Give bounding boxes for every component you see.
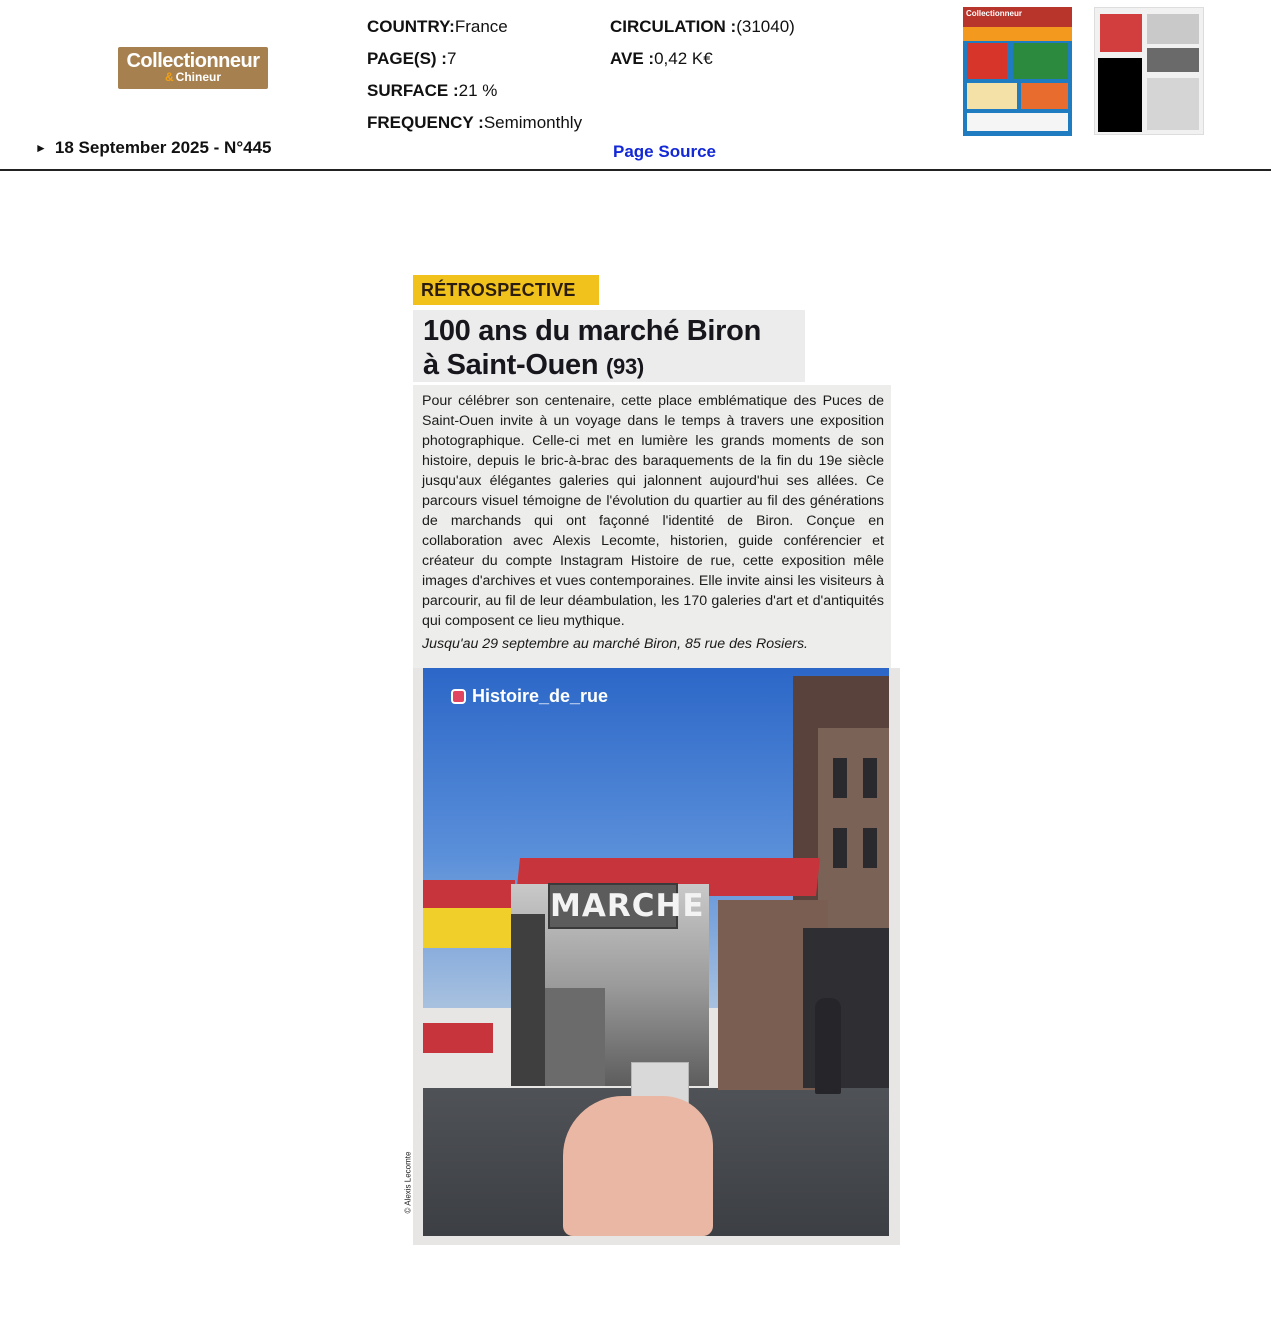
yellow-shopfront bbox=[423, 908, 515, 948]
logo-main-text: Collectionneur bbox=[126, 50, 260, 72]
circulation-field bbox=[610, 17, 795, 37]
page-image-block bbox=[1100, 14, 1142, 52]
circulation-value: (31040) bbox=[736, 17, 795, 36]
headline-department: (93) bbox=[606, 354, 644, 379]
cover-image-block bbox=[967, 43, 1007, 79]
archive-photo-pylon bbox=[511, 914, 545, 1086]
country-field bbox=[367, 17, 508, 37]
photo-credit: © Alexis Lecomte bbox=[403, 1151, 413, 1214]
pages-value: 7 bbox=[446, 49, 457, 68]
ave-field bbox=[610, 49, 713, 69]
cover-thumbnail[interactable] bbox=[963, 7, 1072, 136]
page-text-block bbox=[1147, 78, 1199, 130]
headline-line-2 bbox=[423, 348, 761, 384]
archive-photo-stalls bbox=[545, 988, 605, 1086]
surface-field bbox=[367, 81, 497, 101]
frequency-field bbox=[367, 113, 582, 133]
cover-band bbox=[963, 27, 1072, 41]
page-source-link[interactable]: Page Source bbox=[613, 142, 716, 161]
page-redacted-block bbox=[1098, 58, 1142, 132]
pages-field bbox=[367, 49, 456, 69]
article-photo bbox=[403, 668, 900, 1245]
surface-label: SURFACE : bbox=[367, 81, 459, 100]
logo-sub-word: Chineur bbox=[175, 70, 221, 84]
issue-date-text: 18 September 2025 - N°445 bbox=[54, 138, 272, 157]
article-body: Pour célébrer son centenaire, cette place emblématique des Puces de Saint-Ouen invite à un voyage dans le temps à travers une exposition photographique. Celle-ci met en lumière les grands moments de son histoire, depuis le bric-à-brac des baraquements de la fin du 19e siècle jusqu'aux élégantes galeries qui jalonnent aujourd'hui ses allées. Ce parcours visuel témoigne de l'évolution du quartier au fil des générations de marchands qui ont façonné l'identité de Biron. Conçue en collaboration avec Alexis Lecomte, historien, guide conférencier et créateur du compte Instagram Histoire de rue, cette exposition mêle images d'archives et vues contemporaines. Elle invite ainsi les visiteurs à parcourir, au fil de leur déambulation, les 170 galeries d'art et d'antiquités qui composent ce lieu mythique. bbox=[422, 393, 884, 629]
article-caption: Jusqu'au 29 septembre au marché Biron, 85 rue des Rosiers. bbox=[422, 636, 808, 652]
instagram-handle bbox=[451, 686, 608, 707]
country-value: France bbox=[454, 17, 508, 36]
cover-thumbnail-title: Collectionneur bbox=[963, 7, 1072, 27]
page-image-block bbox=[1147, 48, 1199, 72]
frequency-label: FREQUENCY : bbox=[367, 113, 484, 132]
article-headline bbox=[423, 314, 761, 384]
section-kicker bbox=[413, 275, 599, 305]
cover-image-block bbox=[967, 113, 1068, 131]
window bbox=[863, 828, 877, 868]
window bbox=[833, 828, 847, 868]
article-clipping bbox=[403, 270, 900, 1245]
pedestrian bbox=[815, 998, 841, 1094]
pages-label: PAGE(S) : bbox=[367, 49, 447, 68]
surface-value: 21 % bbox=[458, 81, 498, 100]
ave-value: 0,42 K€ bbox=[654, 49, 713, 68]
kicker-text: RÉTROSPECTIVE bbox=[421, 280, 576, 300]
window bbox=[863, 758, 877, 798]
marche-sign-text: MARCHE bbox=[550, 888, 705, 924]
ave-label: AVE : bbox=[610, 49, 655, 68]
marche-sign bbox=[548, 883, 705, 929]
logo-ampersand: & bbox=[164, 70, 174, 84]
header-divider bbox=[0, 169, 1271, 171]
photo-scene bbox=[423, 668, 889, 1236]
cover-image-block bbox=[1021, 83, 1068, 109]
page-text-block bbox=[1147, 14, 1199, 44]
window bbox=[833, 758, 847, 798]
cover-image-block bbox=[967, 83, 1017, 109]
triangle-marker-icon: ► bbox=[35, 141, 47, 155]
country-label: COUNTRY: bbox=[367, 17, 455, 36]
circulation-label: CIRCULATION : bbox=[610, 17, 737, 36]
page-thumbnail[interactable] bbox=[1094, 7, 1204, 135]
headline-line-1: 100 ans du marché Biron bbox=[423, 315, 761, 347]
red-shopfront bbox=[423, 1023, 493, 1053]
headline-line-2-text: à Saint-Ouen bbox=[423, 349, 599, 381]
hand bbox=[563, 1096, 713, 1236]
publication-logo bbox=[118, 47, 268, 89]
instagram-handle-text: Histoire_de_rue bbox=[472, 686, 609, 706]
cover-image-block bbox=[1013, 43, 1068, 79]
red-awning-left bbox=[423, 880, 515, 908]
frequency-value: Semimonthly bbox=[483, 113, 583, 132]
issue-date bbox=[35, 138, 271, 158]
instagram-icon bbox=[451, 689, 466, 704]
